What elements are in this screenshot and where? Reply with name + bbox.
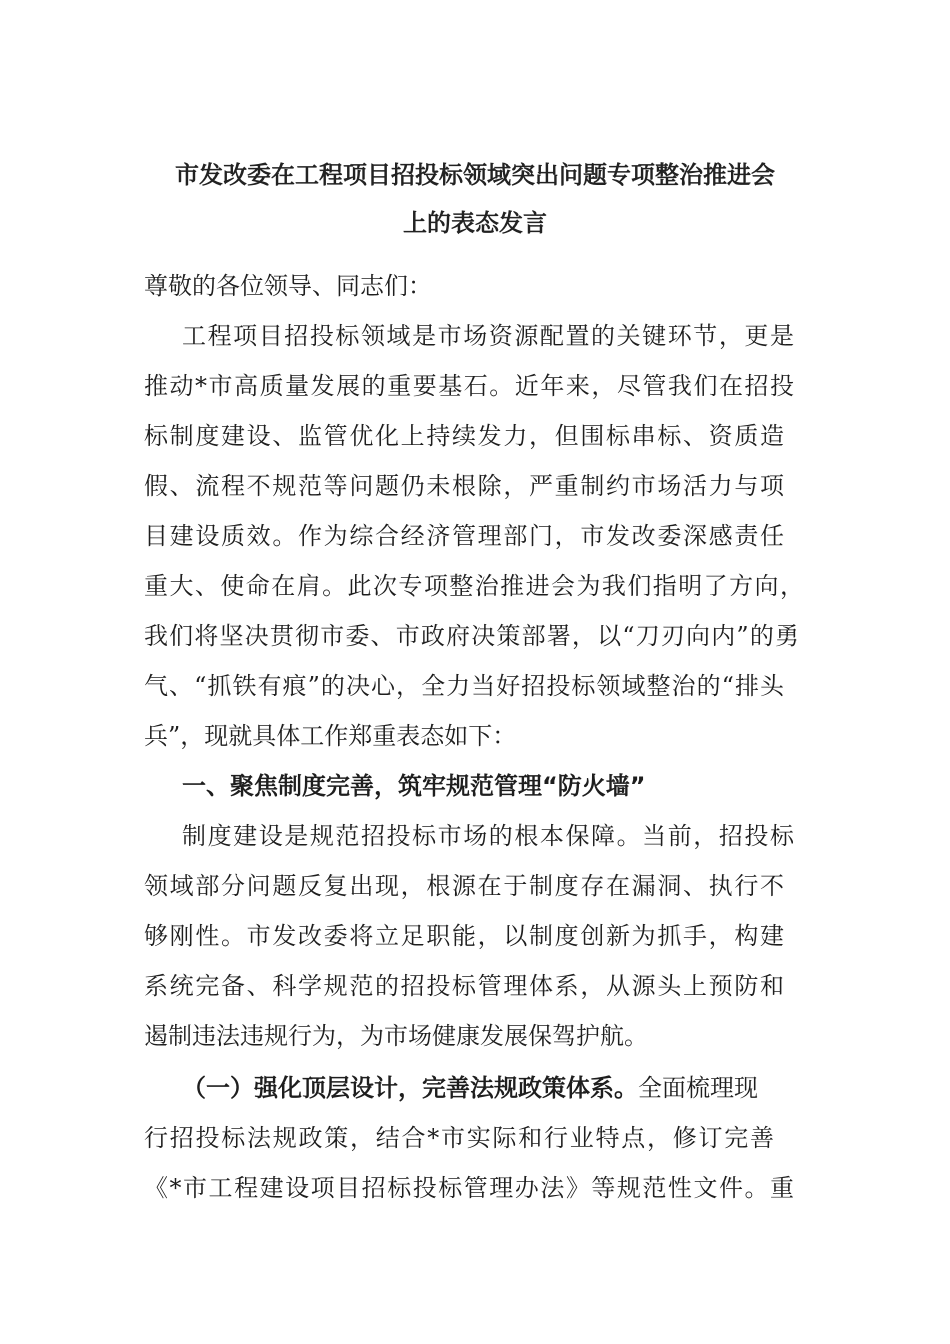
paragraph-line: 够刚性。市发改委将立足职能，以制度创新为抓手，构建 xyxy=(144,922,784,950)
section-heading: 一、聚焦制度完善，筑牢规范管理“防火墙” xyxy=(182,772,646,800)
paragraph-line: 气、“抓铁有痕”的决心，全力当好招投标领域整治的“排头 xyxy=(144,672,784,700)
paragraph-line: 我们将坚决贯彻市委、市政府决策部署，以“刀刃向内”的勇 xyxy=(144,622,799,650)
paragraph-line: 兵”，现就具体工作郑重表态如下： xyxy=(144,722,517,750)
paragraph-line: 遏制违法违规行为，为市场健康发展保驾护航。 xyxy=(144,1022,648,1050)
document-title-line-1: 市发改委在工程项目招投标领域突出问题专项整治推进会 xyxy=(175,161,775,189)
paragraph-line: 行招投标法规政策，结合*市实际和行业特点，修订完善 xyxy=(144,1124,774,1152)
paragraph-line: 工程项目招投标领域是市场资源配置的关键环节，更是 xyxy=(182,322,794,350)
paragraph-line: 目建设质效。作为综合经济管理部门，市发改委深感责任 xyxy=(144,522,784,550)
paragraph-line: 《*市工程建设项目招标投标管理办法》等规范性文件。重 xyxy=(144,1174,794,1202)
paragraph-line: 重大、使命在肩。此次专项整治推进会为我们指明了方向， xyxy=(144,572,804,600)
document-title-line-2: 上的表态发言 xyxy=(403,209,547,237)
paragraph-line: 推动*市高质量发展的重要基石。近年来，尽管我们在招投 xyxy=(144,372,794,400)
paragraph-line: 假、流程不规范等问题仍未根除，严重制约市场活力与项 xyxy=(144,472,784,500)
paragraph-line: 系统完备、科学规范的招投标管理体系，从源头上预防和 xyxy=(144,972,784,1000)
subsection-text: 全面梳理现 xyxy=(638,1074,758,1102)
subsection-heading-line xyxy=(182,1063,794,1113)
salutation: 尊敬的各位领导、同志们： xyxy=(144,272,432,300)
subsection-heading: （一）强化顶层设计，完善法规政策体系。 xyxy=(182,1074,638,1102)
paragraph-line: 领域部分问题反复出现，根源在于制度存在漏洞、执行不 xyxy=(144,872,784,900)
paragraph-line: 制度建设是规范招投标市场的根本保障。当前，招投标 xyxy=(182,822,794,850)
paragraph-line: 标制度建设、监管优化上持续发力，但围标串标、资质造 xyxy=(144,422,784,450)
